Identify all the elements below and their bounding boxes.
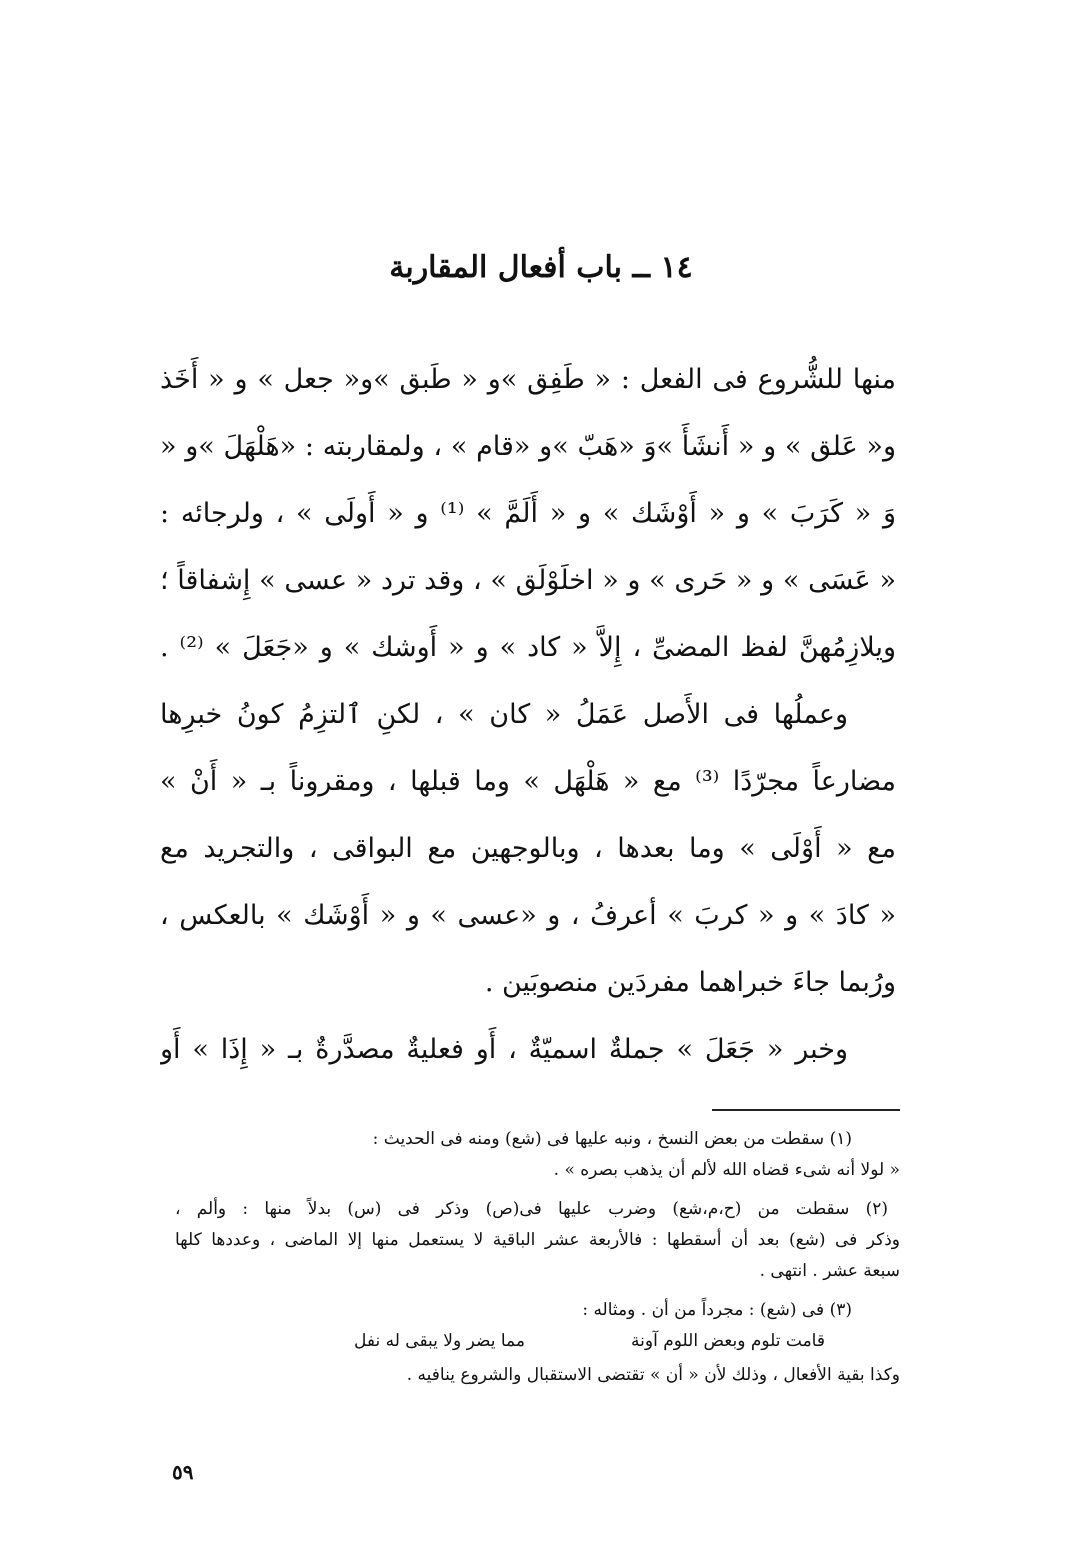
body-line: مع « أَوْلَى » وما بعدها ، وبالوجهين مع البواقى ، والتجريد مع xyxy=(160,833,896,864)
body-line: ورُبما جاءَ خبراهما مفردَين منصوبَين . xyxy=(484,967,896,998)
body-line: « كادَ » و « كربَ » أعرفُ ، و «عسى » و « أَوْشَك » بالعكس ، xyxy=(160,900,896,931)
footnote-line: « لولا أنه شىء قضاه الله لألم أن يذهب بصره » . xyxy=(553,1160,900,1180)
body-text xyxy=(160,346,896,1083)
footnote-separator xyxy=(712,1109,900,1111)
footnote-line: سبعة عشر . انتهى . xyxy=(759,1261,900,1281)
footnote-verse xyxy=(175,1326,900,1360)
footnote-line: وذكر فى (شع) بعد أن أسقطها : فالأربعة عشر الباقية لا يستعمل منها إلا الماضى ، وعددها كلها xyxy=(175,1230,900,1250)
body-line: ويلازِمُهنَّ لفظ المضىِّ ، إِلاَّ « كاد » و « أَوشك » و «جَعَلَ » ⁽²⁾ . xyxy=(160,632,896,663)
body-line: وخبر « جَعَلَ » جملةٌ اسميّةٌ ، أَو فعليةٌ مصدَّرةٌ بـ « إِذَا » أَو xyxy=(160,1034,848,1065)
verse-second-hemistich: مما يضر ولا يبقى له نفل xyxy=(353,1331,525,1351)
chapter-title: ١٤ ــ باب أفعال المقاربة xyxy=(389,250,693,285)
page-number: ٥٩ xyxy=(172,1460,194,1484)
footnote-line: (١) سقطت من بعض النسخ ، ونبه عليها فى (شع) ومنه فى الحديث : xyxy=(372,1129,852,1149)
body-line: وعملُها فى الأَصل عَمَلُ « كان » ، لكنِ ٱلتزِمُ كونُ خبرِها xyxy=(160,699,848,730)
body-line: مضارعاً مجرّدًا ⁽³⁾ مع « هَلْهَل » وما قبلها ، ومقروناً بـ « أَنْ » xyxy=(160,766,896,797)
footnotes xyxy=(175,1124,900,1391)
body-line: « عَسَى » و « حَرى » و « اخلَوْلَق » ، وقد ترد « عسى » إِشفاقاً ؛ xyxy=(160,565,896,596)
footnote-line: وكذا بقية الأفعال ، وذلك لأن « أن » تقتضى الاستقبال والشروع ينافيه . xyxy=(406,1365,900,1385)
footnote-line: (٢) سقطت من (ح،م،شع) وضرب عليها فى(ص) وذكر فى (س) بدلاً منها : وألم ، xyxy=(175,1199,888,1219)
body-line: وَ « كَرَبَ » و « أَوْشَك » و « أَلَمَّ » ⁽¹⁾ و « أَولَى » ، ولرجائه : xyxy=(160,498,896,529)
verse-first-hemistich: قامت تلوم وبعض اللوم آونة xyxy=(631,1331,825,1351)
body-line: و« عَلق » و « أَنشَأَ »وَ «هَبّ »و «قام » ، ولمقاربته : «هَلْهَلَ »و « xyxy=(160,431,896,462)
footnote-line: (٣) فى (شع) : مجرداً من أن . ومثاله : xyxy=(582,1300,852,1320)
body-line: منها للشُّروع فى الفعل : « طَفِق »و « طَبق »و« جعل » و « أَخَذ xyxy=(160,364,896,395)
